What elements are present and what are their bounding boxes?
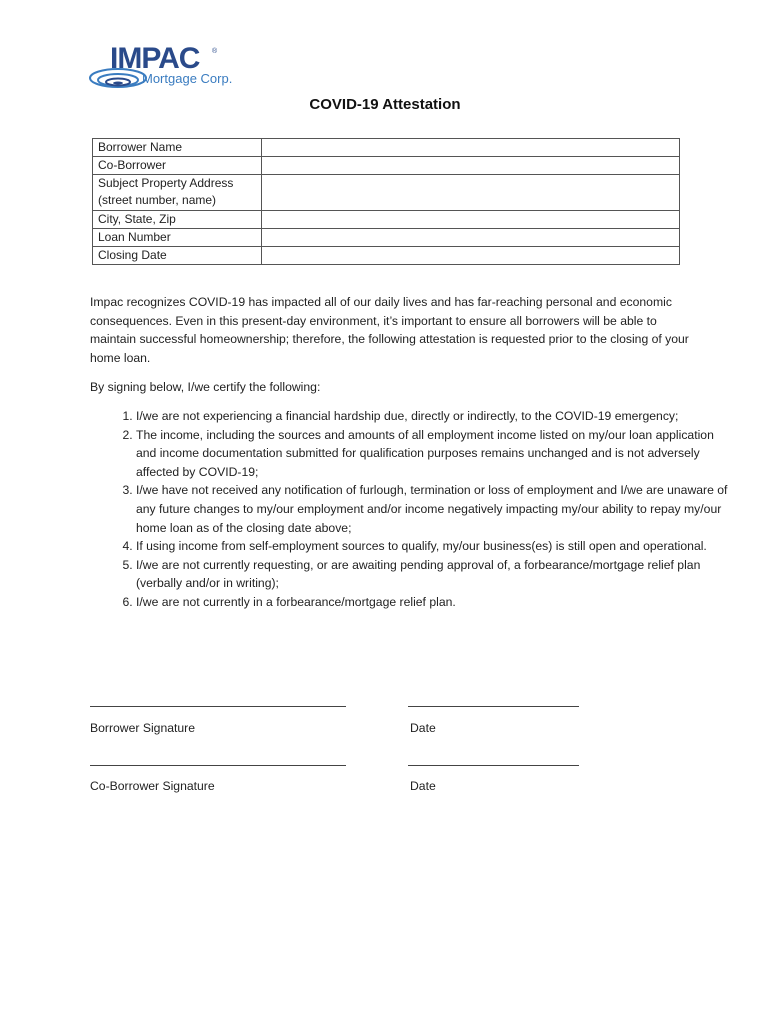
borrower-info-table <box>92 138 680 265</box>
table-row <box>93 139 680 157</box>
coborrower-signature-line[interactable] <box>90 765 346 766</box>
coborrower-date-line[interactable] <box>408 765 579 766</box>
table-row <box>93 247 680 265</box>
address-label-line2: (street number, name) <box>98 193 217 207</box>
subject-property-address-label <box>93 175 262 211</box>
list-item: 6. I/we are not currently in a forbearance/mortgage relief plan. <box>136 593 728 612</box>
city-state-zip-label: City, State, Zip <box>93 211 262 229</box>
table-row <box>93 157 680 175</box>
borrower-date-line[interactable] <box>408 706 579 707</box>
certify-intro: By signing below, I/we certify the following: <box>90 380 321 394</box>
logo-registered-mark: ® <box>212 48 218 55</box>
borrower-signature-label: Borrower Signature <box>90 721 195 735</box>
loan-number-label: Loan Number <box>93 229 262 247</box>
borrower-date-label: Date <box>410 721 436 735</box>
co-borrower-field[interactable] <box>262 157 680 175</box>
borrower-name-label: Borrower Name <box>93 139 262 157</box>
coborrower-signature-label: Co-Borrower Signature <box>90 779 215 793</box>
city-state-zip-field[interactable] <box>262 211 680 229</box>
subject-property-address-field[interactable] <box>262 175 680 211</box>
closing-date-field[interactable] <box>262 247 680 265</box>
intro-paragraph: Impac recognizes COVID-19 has impacted all of our daily lives and has far-reaching personal and economic consequences. Even in this present-day environment, it’s important to ensure all borrowers will be able to maintain successful homeownership; therefore, the following attestation is requested prior to the closing of your home loan. <box>90 295 689 365</box>
coborrower-date-label: Date <box>410 779 436 793</box>
borrower-signature-line[interactable] <box>90 706 346 707</box>
table-row <box>93 175 680 211</box>
loan-number-field[interactable] <box>262 229 680 247</box>
closing-date-label: Closing Date <box>93 247 262 265</box>
page-title: COVID-19 Attestation <box>309 96 461 113</box>
borrower-name-field[interactable] <box>262 139 680 157</box>
list-item: 5. I/we are not currently requesting, or are awaiting pending approval of, a forbearance/mortgage relief plan (verbally and/or in writing); <box>136 556 728 593</box>
co-borrower-label: Co-Borrower <box>93 157 262 175</box>
list-item: 3. I/we have not received any notification of furlough, termination or loss of employment and I/we are unaware of any future changes to my/our employment and/or income negatively impacting my/our ability to repay my/our home loan as of the closing date above; <box>136 481 728 537</box>
list-item: 1. I/we are not experiencing a financial hardship due, directly or indirectly, to the COVID-19 emergency; <box>136 407 728 426</box>
address-label-line1: Subject Property Address <box>98 176 234 190</box>
impac-logo <box>88 44 258 98</box>
list-item: 2. The income, including the sources and amounts of all employment income listed on my/our loan application and income documentation submitted for qualification purposes remains unchanged and is not adversely affected by COVID-19; <box>136 426 728 482</box>
logo-subtitle: Mortgage Corp. <box>142 71 233 86</box>
table-row <box>93 229 680 247</box>
attestation-list <box>90 407 728 612</box>
list-item: 4. If using income from self-employment sources to qualify, my/our business(es) is still open and operational. <box>136 537 728 556</box>
table-row <box>93 211 680 229</box>
logo-wordmark: IMPAC <box>110 42 200 75</box>
